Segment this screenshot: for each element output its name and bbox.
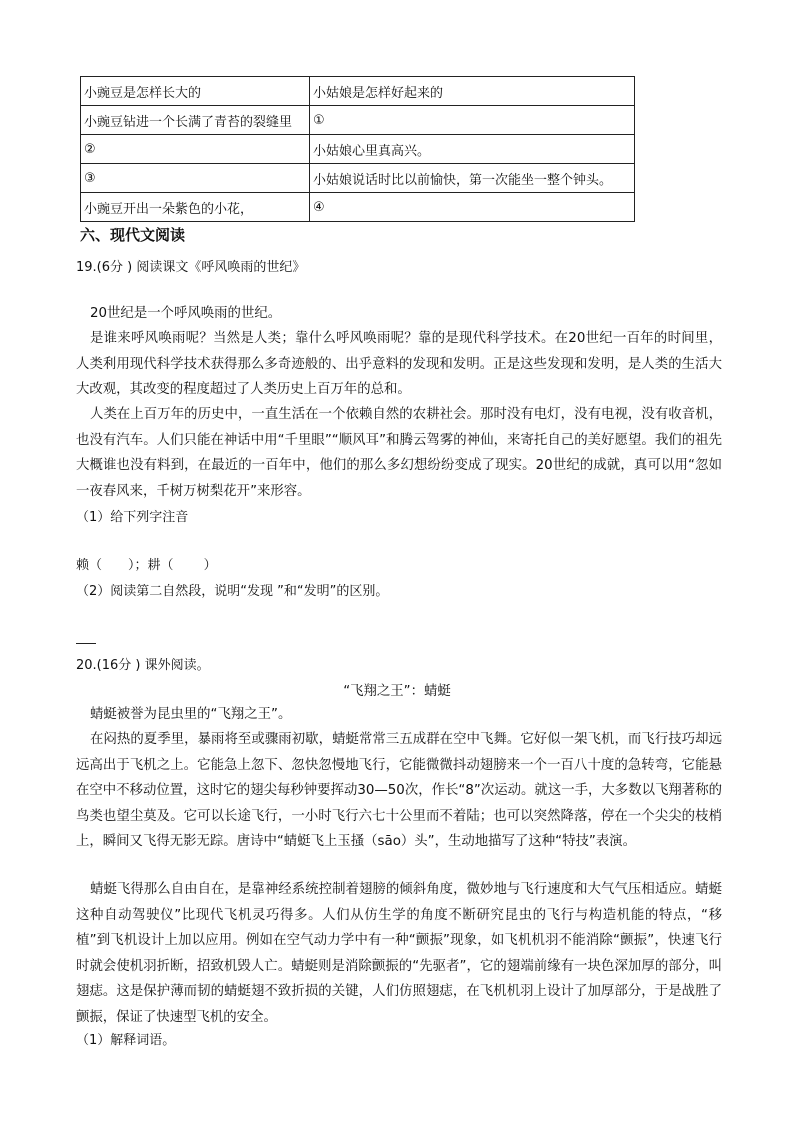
table-cell: 小姑娘是怎样好起来的	[310, 77, 635, 106]
question-19-heading: 19.(6分 ) 阅读课文《呼风唤雨的世纪》	[76, 260, 306, 275]
q20-subquestion-1: （1）解释词语。	[76, 1033, 176, 1048]
table-cell: 小豌豆钻进一个长满了青苔的裂缝里	[81, 106, 310, 135]
table-row	[81, 164, 635, 193]
table-row	[81, 193, 635, 222]
table-cell: ③	[81, 164, 310, 193]
table-cell: 小豌豆是怎样长大的	[81, 77, 310, 106]
q19-paragraph-1: 20世纪是一个呼风唤雨的世纪。	[90, 306, 282, 321]
table-cell: 小姑娘说话时比以前愉快，第一次能坐一整个钟头。	[310, 164, 635, 193]
q20-paragraph-2: 在闷热的夏季里，暴雨将至或骤雨初歇，蜻蜓常常三五成群在空中飞舞。它好似一架飞机，而飞行技巧却远远高出于飞机之上。它能急上忽下、忽快忽慢地飞行，它能微微抖动翅膀来一个一百八十度的急转弯，它能悬在空中不移动位置，这时它的翅尖每秒钟要挥动30—50次，作长“8”次运动。就这一手，大多数以飞翔著称的鸟类也望尘莫及。它可以长途飞行，一小时飞行六七十公里而不着陆；也可以突然降落，停在一个尖尖的枝梢上，瞬间又飞得无影无踪。唐诗中“蜻蜓飞上玉搔（sāo）头”，生动地描写了这种“特技”表演。	[76, 732, 722, 849]
table-cell: 小姑娘心里真高兴。	[310, 135, 635, 164]
table-row	[81, 135, 635, 164]
comparison-table	[80, 76, 635, 222]
q20-paragraph-3: 蜻蜓飞得那么自由自在，是靠神经系统控制着翅膀的倾斜角度，微妙地与飞行速度和大气气压相适应。蜻蜓这种自动驾驶仪”比现代飞机灵巧得多。人们从仿生学的角度不断研究昆虫的飞行与构造机能的特点，“移植”到飞机设计上加以应用。例如在空气动力学中有一种“颤振”现象，如飞机机羽不能消除“颤振”，快速飞行时就会使机羽折断，招致机毁人亡。蜻蜓则是消除颤振的“先驱者”，它的翅端前缘有一块色深加厚的部分，叫翅痣。这是保护薄而韧的蜻蜓翅不致折损的关键，人们仿照翅痣，在飞机机羽上设计了加厚部分，于是战胜了颤振，保证了快速型飞机的安全。	[76, 882, 722, 1025]
q19-subquestion-1: （1）给下列字注音	[76, 510, 189, 525]
table-header-row	[81, 77, 635, 106]
answer-line	[76, 643, 96, 644]
q19-answer-blank: 赖（ ）；耕（ ）	[76, 558, 217, 573]
table-cell: ①	[310, 106, 635, 135]
question-20-heading: 20.(16分 ) 课外阅读。	[76, 658, 210, 673]
q20-paragraph-1: 蜻蜓被誉为昆虫里的“飞翔之王”。	[90, 707, 292, 722]
q19-subquestion-2: （2）阅读第二自然段，说明“发现 ”和“发明”的区别。	[76, 584, 389, 599]
table-row	[81, 106, 635, 135]
q19-paragraph-3: 人类在上百万年的历史中，一直生活在一个依赖自然的农耕社会。那时没有电灯，没有电视，没有收音机，也没有汽车。人们只能在神话中用“千里眼”“顺风耳”和腾云驾雾的神仙，来寄托自己的美好愿望。我们的祖先大概谁也没有料到，在最近的一百年中，他们的那么多幻想纷纷变成了现实。20世纪的成就，真可以用“忽如一夜春风来，千树万树梨花开”来形容。	[76, 407, 722, 499]
section-title: 六、现代文阅读	[80, 226, 186, 244]
table-cell: ④	[310, 193, 635, 222]
article-title: “飞翔之王”：蜻蜓	[343, 684, 451, 699]
table-cell: 小豌豆开出一朵紫色的小花，	[81, 193, 310, 222]
table-cell: ②	[81, 135, 310, 164]
q19-paragraph-2: 是谁来呼风唤雨呢？当然是人类；靠什么呼风唤雨呢？靠的是现代科学技术。在20世纪一百年的时间里，人类利用现代科学技术获得那么多奇迹般的、出乎意料的发现和发明。正是这些发现和发明，是人类的生活大大改观，其改变的程度超过了人类历史上百万年的总和。	[76, 331, 722, 397]
